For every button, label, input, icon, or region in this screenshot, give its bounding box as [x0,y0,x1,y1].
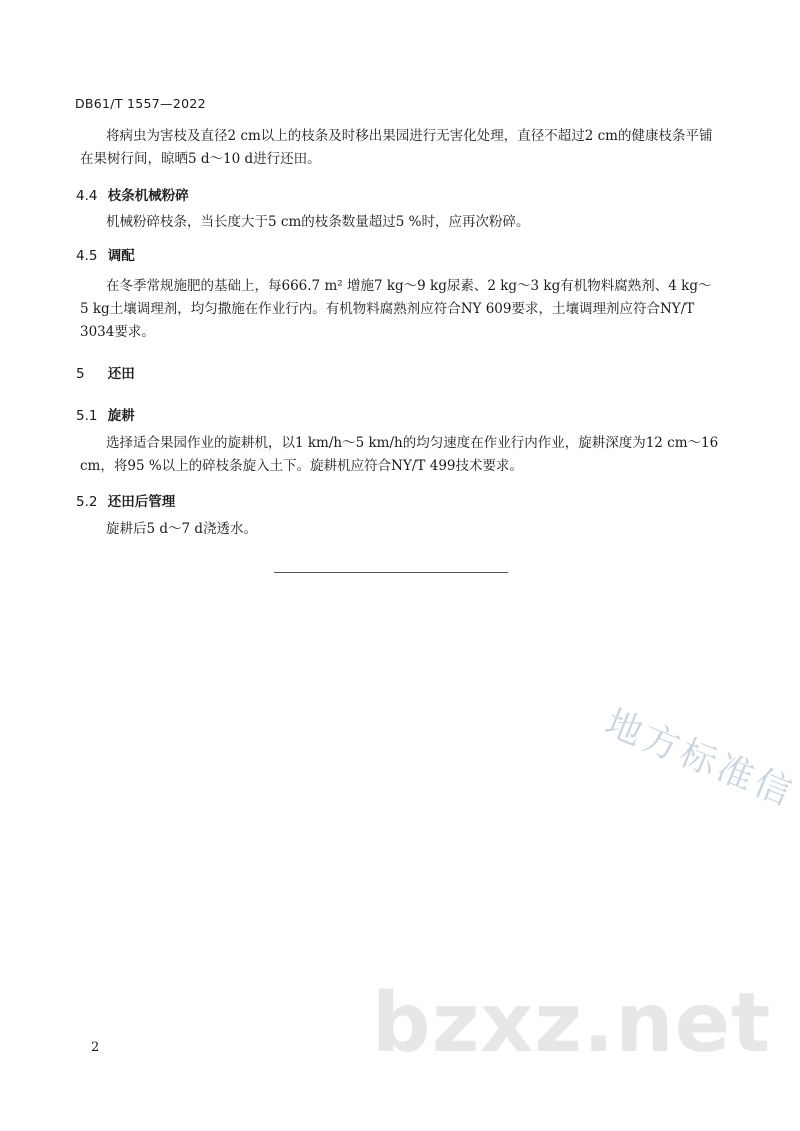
heading-title: 枝条机械粉碎 [107,188,189,204]
watermark-site-name: 地方标准信 [599,702,800,816]
heading-number: 4.5 [76,248,98,264]
heading-5-1 [76,404,135,424]
paragraph-mechanical-crushing: 机械粉碎枝条，当长度大于5 cm的枝条数量超过5 %时，应再次粉碎。 [106,214,530,230]
paragraph-post-tillage-management: 旋耕后5 d～7 d浇透水。 [106,521,258,537]
paragraph-rotary-tillage: 选择适合果园作业的旋耕机，以1 km/h～5 km/h的均匀速度在作业行内作业，旋耕深度为12 cm～16 cm，将95 %以上的碎枝条旋入土下。旋耕机应符合NY/T 499技术要求。 [80,435,719,474]
heading-title: 调配 [107,248,135,264]
heading-number: 5.2 [76,494,98,510]
heading-title: 旋耕 [107,408,135,424]
document-header: DB61/T 1557—2022 [75,96,206,111]
end-rule [274,572,508,573]
heading-4-4 [76,184,189,204]
heading-5 [76,362,135,382]
paragraph-branch-handling: 将病虫为害枝及直径2 cm以上的枝条及时移出果园进行无害化处理，直径不超过2 cm的健康枝条平铺在果树行间，晾晒5 d～10 d进行还田。 [80,128,713,167]
heading-title: 还田 [107,366,135,382]
heading-number: 4.4 [76,188,98,204]
heading-number: 5 [76,366,85,382]
heading-4-5 [76,244,135,264]
heading-5-2 [76,490,175,510]
watermark-site-url: bzxz.net [372,976,772,1071]
heading-number: 5.1 [76,408,98,424]
paragraph-blending: 在冬季常规施肥的基础上，每666.7 m² 增施7 kg～9 kg尿素、2 kg～3 kg有机物料腐熟剂、4 kg～5 kg土壤调理剂，均匀撒施在作业行内。有机物料腐熟剂应符合NY 609要求，土壤调理剂应符合NY/T 3034要求。 [80,278,712,340]
page-number: 2 [91,1040,100,1055]
heading-title: 还田后管理 [107,494,176,510]
